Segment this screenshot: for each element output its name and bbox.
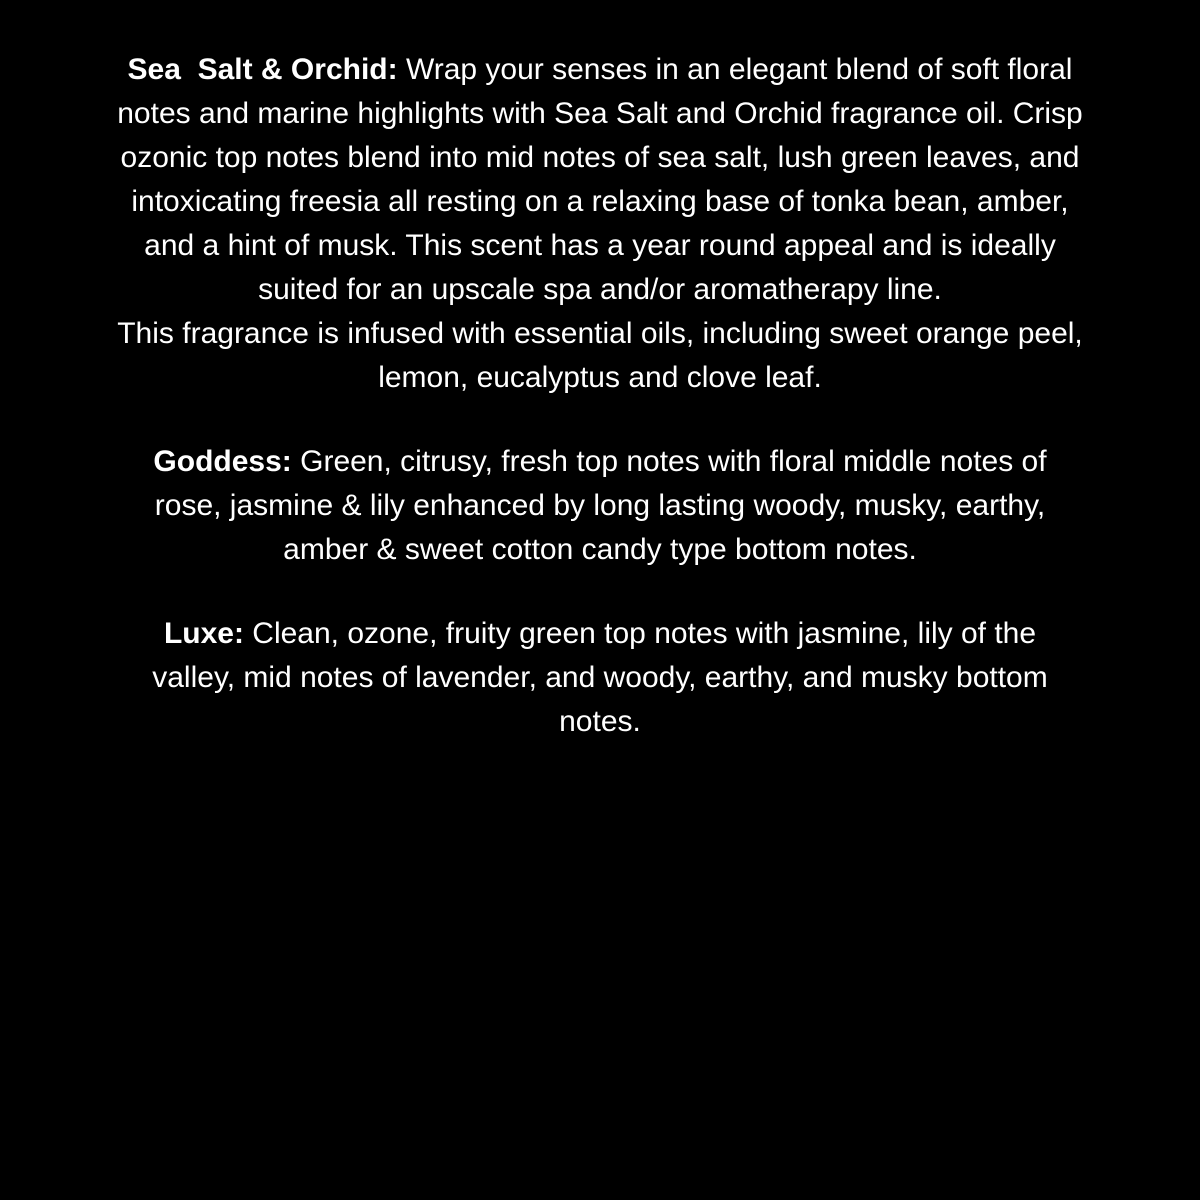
text-line: rose, jasmine & lily enhanced by long lasting woody, musky, earthy, bbox=[154, 489, 1046, 522]
paragraph-luxe bbox=[16, 612, 1184, 744]
text-line bbox=[16, 612, 1184, 656]
fragrance-name-label: Goddess: bbox=[153, 445, 292, 478]
text-line-fragment: Wrap your senses in an elegant blend of soft floral bbox=[397, 53, 1073, 86]
text-line: amber & sweet cotton candy type bottom notes. bbox=[283, 533, 917, 566]
text-line: suited for an upscale spa and/or aromatherapy line. bbox=[258, 273, 942, 306]
fragrance-name-label: Sea Salt & Orchid: bbox=[127, 53, 398, 86]
text-line bbox=[16, 48, 1184, 92]
text-line: notes and marine highlights with Sea Salt and Orchid fragrance oil. Crisp bbox=[117, 97, 1083, 130]
text-line bbox=[16, 440, 1184, 484]
text-line: ozonic top notes blend into mid notes of sea salt, lush green leaves, and bbox=[120, 141, 1080, 174]
text-line: notes. bbox=[559, 705, 641, 738]
text-line: valley, mid notes of lavender, and woody, earthy, and musky bottom bbox=[152, 661, 1048, 694]
text-line: lemon, eucalyptus and clove leaf. bbox=[378, 361, 822, 394]
text-line-fragment: Green, citrusy, fresh top notes with floral middle notes of bbox=[291, 445, 1047, 478]
paragraph-sea-salt-orchid bbox=[16, 48, 1184, 400]
text-line-fragment: Clean, ozone, fruity green top notes with jasmine, lily of the bbox=[243, 617, 1037, 650]
text-line: intoxicating freesia all resting on a relaxing base of tonka bean, amber, bbox=[131, 185, 1069, 218]
text-line: and a hint of musk. This scent has a year round appeal and is ideally bbox=[144, 229, 1056, 262]
fragrance-name-label: Luxe: bbox=[163, 617, 244, 650]
paragraph-goddess bbox=[16, 440, 1184, 572]
text-line: This fragrance is infused with essential oils, including sweet orange peel, bbox=[117, 317, 1083, 350]
